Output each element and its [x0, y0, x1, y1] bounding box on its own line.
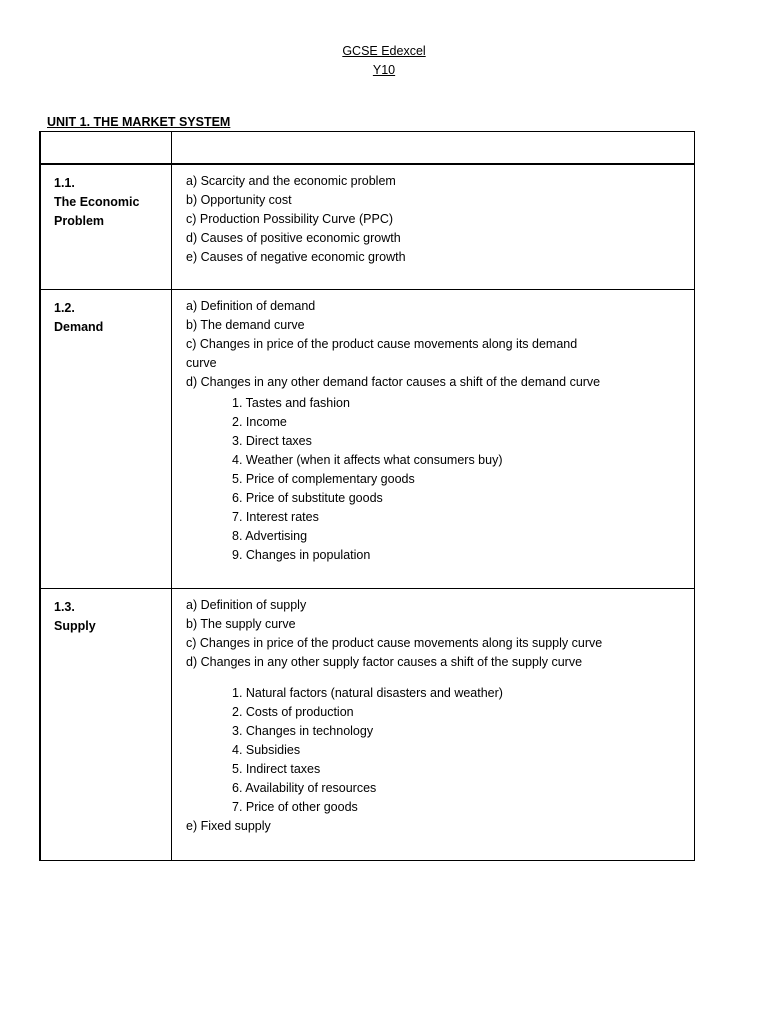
demand-factors-list	[186, 394, 694, 565]
sub-list-item: 6. Availability of resources	[232, 781, 377, 795]
document-header	[0, 42, 768, 80]
topic-number: 1.3.	[54, 600, 75, 614]
header-cell-left	[41, 132, 172, 163]
content-cell	[172, 290, 694, 588]
list-item: c) Production Possibility Curve (PPC)	[186, 212, 394, 226]
list-item: a) Definition of demand	[186, 299, 316, 313]
syllabus-table	[39, 131, 695, 861]
unit-title: UNIT 1. THE MARKET SYSTEM	[47, 115, 231, 129]
content-cell	[172, 589, 694, 860]
topic-number: 1.2.	[54, 301, 75, 315]
sub-list-item: 3. Changes in technology	[232, 724, 374, 738]
sub-list-item: 1. Natural factors (natural disasters and weather)	[232, 686, 503, 700]
table-row-supply	[41, 589, 694, 860]
supply-factors-list	[186, 684, 694, 817]
topic-name-line: Supply	[54, 619, 96, 633]
topic-name-line: Demand	[54, 320, 104, 334]
spacer	[186, 672, 694, 684]
topic-name-line: Problem	[54, 214, 105, 228]
content-cell	[172, 165, 694, 289]
list-item: c) Changes in price of the product cause movements along its supply curve d) Changes in any other supply factor causes a shift of the supply curve	[186, 636, 603, 669]
topic-cell	[41, 165, 172, 289]
header-cell-right	[172, 132, 694, 163]
table-row-economic-problem	[41, 165, 694, 290]
sub-list-item: 4. Subsidies	[232, 743, 301, 757]
list-item: e) Fixed supply	[186, 819, 271, 833]
topic-cell	[41, 589, 172, 860]
sub-list-item: 4. Weather (when it affects what consumers buy)	[232, 453, 503, 467]
sub-list-item: 7. Price of other goods	[232, 800, 358, 814]
list-item: e) Causes of negative economic growth	[186, 250, 406, 264]
header-line-1: GCSE Edexcel	[342, 44, 426, 58]
topic-name-line: The Economic	[54, 195, 140, 209]
sub-list-item: 5. Indirect taxes	[232, 762, 321, 776]
sub-list-item: 2. Costs of production	[232, 705, 354, 719]
sub-list-item: 8. Advertising	[232, 529, 308, 543]
sub-list-item: 9. Changes in population	[232, 548, 371, 562]
list-item: b) The supply curve	[186, 617, 296, 631]
sub-list-item: 6. Price of substitute goods	[232, 491, 383, 505]
topic-number: 1.1.	[54, 176, 75, 190]
sub-list-item: 2. Income	[232, 415, 287, 429]
list-item: d) Changes in any other demand factor causes a shift of the demand curve	[186, 375, 601, 389]
sub-list-item: 3. Direct taxes	[232, 434, 312, 448]
list-item: d) Causes of positive economic growth	[186, 231, 401, 245]
sub-list-item: 1. Tastes and fashion	[232, 396, 350, 410]
topic-cell	[41, 290, 172, 588]
table-header-row	[41, 132, 694, 165]
sub-list-item: 7. Interest rates	[232, 510, 319, 524]
header-line-2: Y10	[372, 63, 396, 77]
sub-list-item: 5. Price of complementary goods	[232, 472, 415, 486]
table-row-demand	[41, 290, 694, 589]
list-item: b) The demand curve	[186, 318, 305, 332]
list-item: a) Definition of supply	[186, 598, 307, 612]
list-item: c) Changes in price of the product cause movements along its demand curve	[186, 337, 578, 370]
list-item: b) Opportunity cost	[186, 193, 292, 207]
list-item: a) Scarcity and the economic problem	[186, 174, 396, 188]
